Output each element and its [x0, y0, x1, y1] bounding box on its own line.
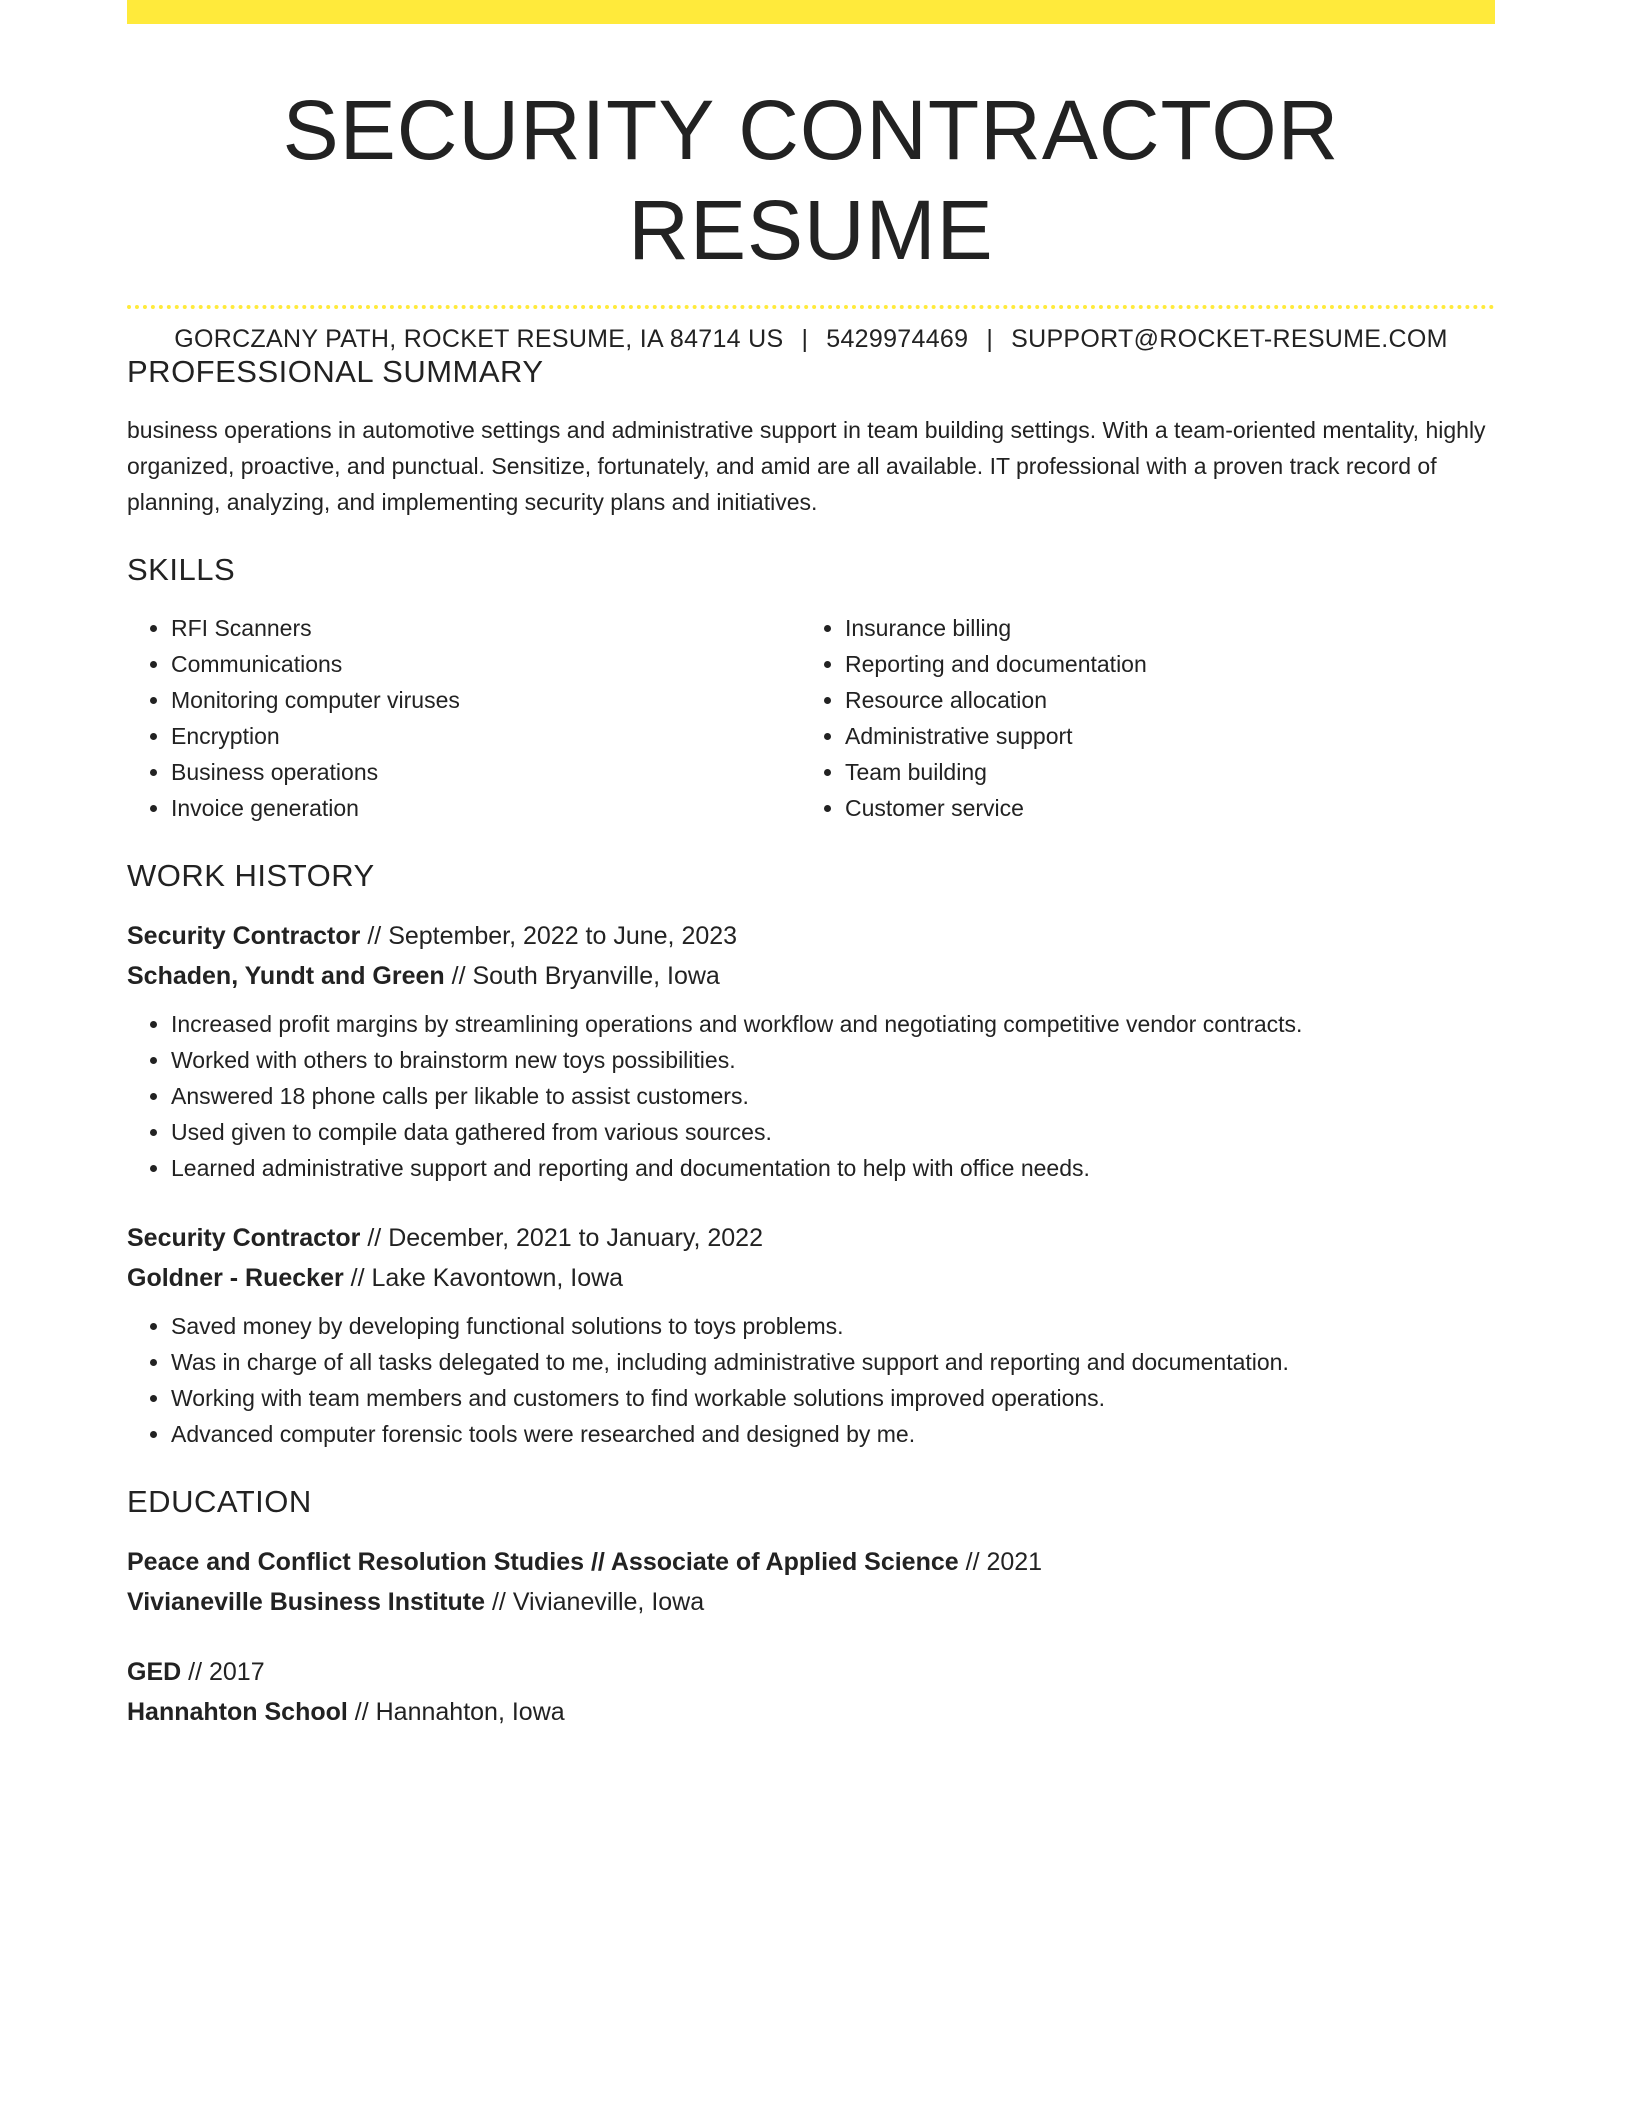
skill-item: • RFI Scanners [171, 610, 801, 646]
job-company-line [127, 1258, 1495, 1298]
job-title-line [127, 1218, 1495, 1258]
education-degree: GED [127, 1658, 182, 1686]
job-separator: // [360, 922, 389, 950]
job-bullet: • Used given to compile data gathered from various sources. [171, 1114, 1495, 1150]
job-separator: // [343, 1264, 372, 1292]
job-bullet: • Learned administrative support and reporting and documentation to help with office needs. [171, 1150, 1495, 1186]
skills-columns [127, 610, 1495, 826]
skill-item: • Invoice generation [171, 790, 801, 826]
job-bullet: • Answered 18 phone calls per likable to assist customers. [171, 1078, 1495, 1114]
job-bullet: • Working with team members and customers to find workable solutions improved operations. [171, 1380, 1495, 1416]
summary-text: business operations in automotive settings and administrative support in team building settings. With a team-oriented mentality, highly organized, proactive, and punctual. Sensitize, fortunately, and amid are all available. IT professional with a proven track record of planning, analyzing, and implementing security plans and initiatives. [127, 417, 1486, 515]
skill-item: • Resource allocation [845, 682, 1485, 718]
education-degree-line [127, 1652, 1495, 1692]
education-location: Vivianeville, Iowa [512, 1588, 705, 1616]
job-bullet: • Advanced computer forensic tools were researched and designed by me. [171, 1416, 1495, 1452]
resume-header [127, 80, 1495, 356]
job-bullets [127, 1308, 1495, 1452]
education-school-line [127, 1692, 1495, 1732]
skill-item: • Team building [845, 754, 1485, 790]
job-company-line [127, 956, 1495, 996]
job-title: Security Contractor [127, 1224, 361, 1252]
skill-item: • Reporting and documentation [845, 646, 1485, 682]
job-separator: // [444, 962, 473, 990]
skill-item: • Insurance billing [845, 610, 1485, 646]
job-title-line [127, 916, 1495, 956]
education-location: Hannahton, Iowa [375, 1698, 565, 1726]
professional-summary-section [127, 348, 1495, 520]
skill-item: • Administrative support [845, 718, 1485, 754]
education-separator: // [347, 1698, 376, 1726]
education-school: Vivianeville Business Institute [127, 1588, 486, 1616]
education-degree: Peace and Conflict Resolution Studies // Associate of Applied Science [127, 1548, 959, 1576]
education-year: 2017 [208, 1658, 265, 1686]
education-school: Hannahton School [127, 1698, 348, 1726]
job-dates: December, 2021 to January, 2022 [388, 1224, 763, 1252]
resume-title: SECURITY CONTRACTOR RESUME [282, 83, 1340, 277]
job-entry [127, 916, 1495, 1186]
resume-content [127, 348, 1495, 1732]
contact-separator: | [986, 325, 994, 353]
skills-list-left [127, 610, 801, 826]
job-bullet: • Saved money by developing functional solutions to toys problems. [171, 1308, 1495, 1344]
work-history-section [127, 852, 1495, 1452]
section-heading-education: EDUCATION [127, 1484, 312, 1519]
education-separator: // [485, 1588, 513, 1616]
job-bullet: • Increased profit margins by streamlining operations and workflow and negotiating competitive vendor contracts. [171, 1006, 1495, 1042]
job-bullet: • Was in charge of all tasks delegated to me, including administrative support and reporting and documentation. [171, 1344, 1495, 1380]
education-section [127, 1478, 1495, 1732]
dotted-divider [127, 305, 1495, 309]
section-heading-work: WORK HISTORY [127, 858, 375, 893]
job-bullets [127, 1006, 1495, 1186]
contact-separator: | [801, 325, 809, 353]
accent-top-bar [127, 0, 1495, 24]
skill-item: • Business operations [171, 754, 801, 790]
job-entry [127, 1218, 1495, 1452]
skills-list-right [801, 610, 1485, 826]
education-year: 2021 [986, 1548, 1043, 1576]
job-company: Schaden, Yundt and Green [127, 962, 445, 990]
education-separator: // [958, 1548, 987, 1576]
section-heading-summary: PROFESSIONAL SUMMARY [127, 354, 544, 389]
education-separator: // [181, 1658, 209, 1686]
skill-item: • Monitoring computer viruses [171, 682, 801, 718]
job-company: Goldner - Ruecker [127, 1264, 344, 1292]
contact-address: GORCZANY PATH, ROCKET RESUME, IA 84714 US [174, 325, 784, 353]
contact-phone: 5429974469 [826, 325, 969, 353]
education-school-line [127, 1582, 1495, 1622]
skill-item: • Communications [171, 646, 801, 682]
education-degree-line [127, 1542, 1495, 1582]
job-title: Security Contractor [127, 922, 361, 950]
job-location: Lake Kavontown, Iowa [371, 1264, 624, 1292]
skill-item: • Encryption [171, 718, 801, 754]
job-dates: September, 2022 to June, 2023 [388, 922, 738, 950]
section-heading-skills: SKILLS [127, 552, 236, 587]
education-entry [127, 1542, 1495, 1622]
job-separator: // [360, 1224, 389, 1252]
skill-item: • Customer service [845, 790, 1485, 826]
skills-section [127, 546, 1495, 826]
job-location: South Bryanville, Iowa [472, 962, 720, 990]
job-bullet: • Worked with others to brainstorm new toys possibilities. [171, 1042, 1495, 1078]
contact-email: SUPPORT@ROCKET-RESUME.COM [1011, 325, 1448, 353]
education-entry [127, 1652, 1495, 1732]
